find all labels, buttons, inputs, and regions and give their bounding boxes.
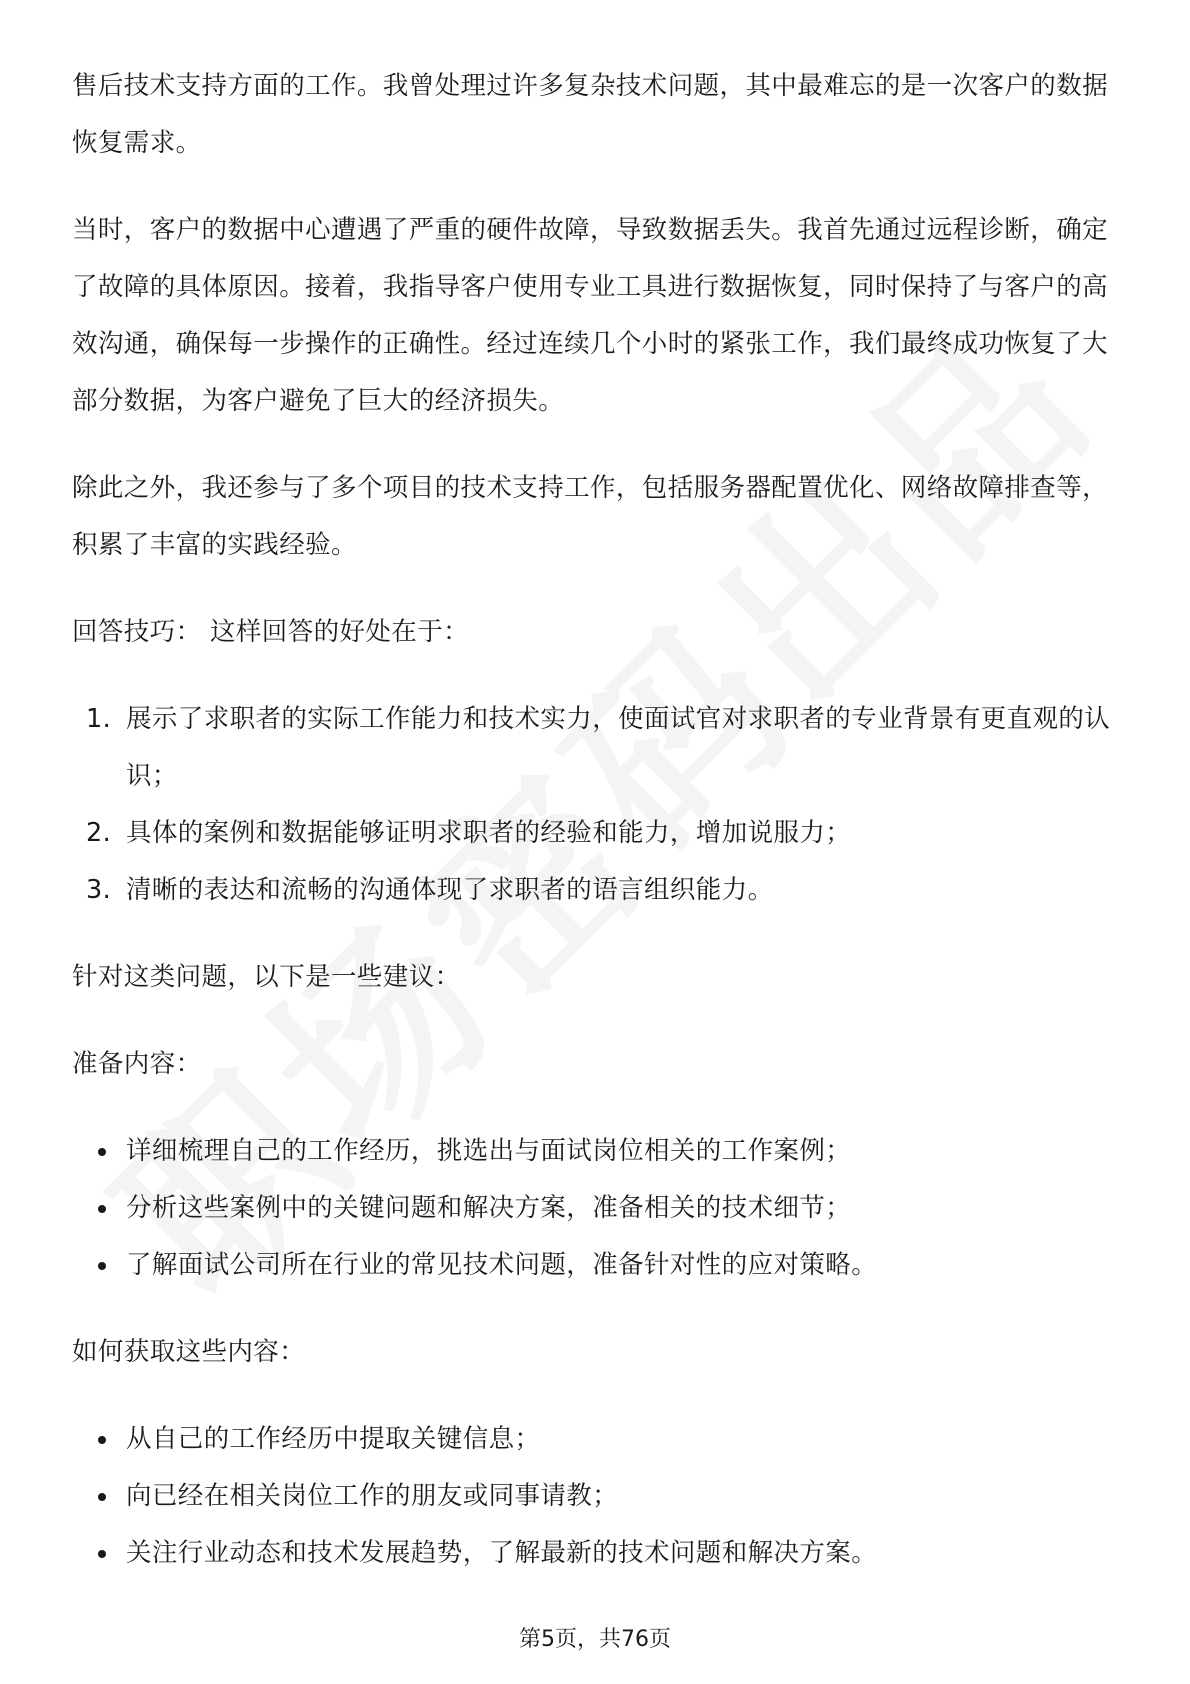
list-item [72,1411,1118,1468]
obtain-list [72,1411,1118,1582]
list-number: 3. [86,875,112,905]
list-item [72,691,1118,805]
list-item [72,1180,1118,1237]
bullet-icon [98,1262,106,1270]
list-item-text: 从自己的工作经历中提取关键信息； [126,1424,541,1454]
list-number: 1. [86,704,112,734]
bullet-icon [98,1205,106,1213]
page-number-footer: 第5页，共76页 [519,1627,671,1652]
list-item [72,1237,1118,1294]
prepare-list [72,1123,1118,1294]
paragraph-other-projects: 除此之外，我还参与了多个项目的技术支持工作，包括服务器配置优化、网络故障排查等，积累了丰富的实践经验。 [72,473,1109,560]
advice-intro: 针对这类问题，以下是一些建议： [72,962,461,992]
obtain-heading: 如何获取这些内容： [72,1337,306,1367]
paragraph-data-recovery: 当时，客户的数据中心遭遇了严重的硬件故障，导致数据丢失。我首先通过远程诊断，确定了故障的具体原因。接着，我指导客户使用专业工具进行数据恢复，同时保持了与客户的高效沟通，确保每一步操作的正确性。经过连续几个小时的紧张工作，我们最终成功恢复了大部分数据，为客户避免了巨大的经济损失。 [72,215,1109,416]
list-item-text: 向已经在相关岗位工作的朋友或同事请教； [126,1481,619,1511]
bullet-icon [98,1550,106,1558]
list-item-text: 了解面试公司所在行业的常见技术问题，准备针对性的应对策略。 [126,1250,878,1280]
paragraph-support-work: 售后技术支持方面的工作。我曾处理过许多复杂技术问题，其中最难忘的是一次客户的数据恢复需求。 [72,71,1109,158]
prepare-heading: 准备内容： [72,1049,202,1079]
list-item [72,1525,1118,1582]
bullet-icon [98,1148,106,1156]
bullet-icon [98,1436,106,1444]
list-item-text: 展示了求职者的实际工作能力和技术实力，使面试官对求职者的专业背景有更直观的认识； [126,704,1111,791]
list-item-text: 清晰的表达和流畅的沟通体现了求职者的语言组织能力。 [126,875,774,905]
list-item [72,862,1118,919]
list-item [72,1123,1118,1180]
list-item-text: 关注行业动态和技术发展趋势，了解最新的技术问题和解决方案。 [126,1538,878,1568]
list-number: 2. [86,818,112,848]
tips-list [72,691,1118,919]
list-item-text: 分析这些案例中的关键问题和解决方案，准备相关的技术细节； [126,1193,852,1223]
bullet-icon [98,1493,106,1501]
document-body [72,58,1118,1612]
answer-tips-heading: 回答技巧： 这样回答的好处在于： [72,617,470,647]
list-item [72,805,1118,862]
list-item-text: 详细梳理自己的工作经历，挑选出与面试岗位相关的工作案例； [126,1136,852,1166]
list-item-text: 具体的案例和数据能够证明求职者的经验和能力，增加说服力； [126,818,852,848]
list-item [72,1468,1118,1525]
